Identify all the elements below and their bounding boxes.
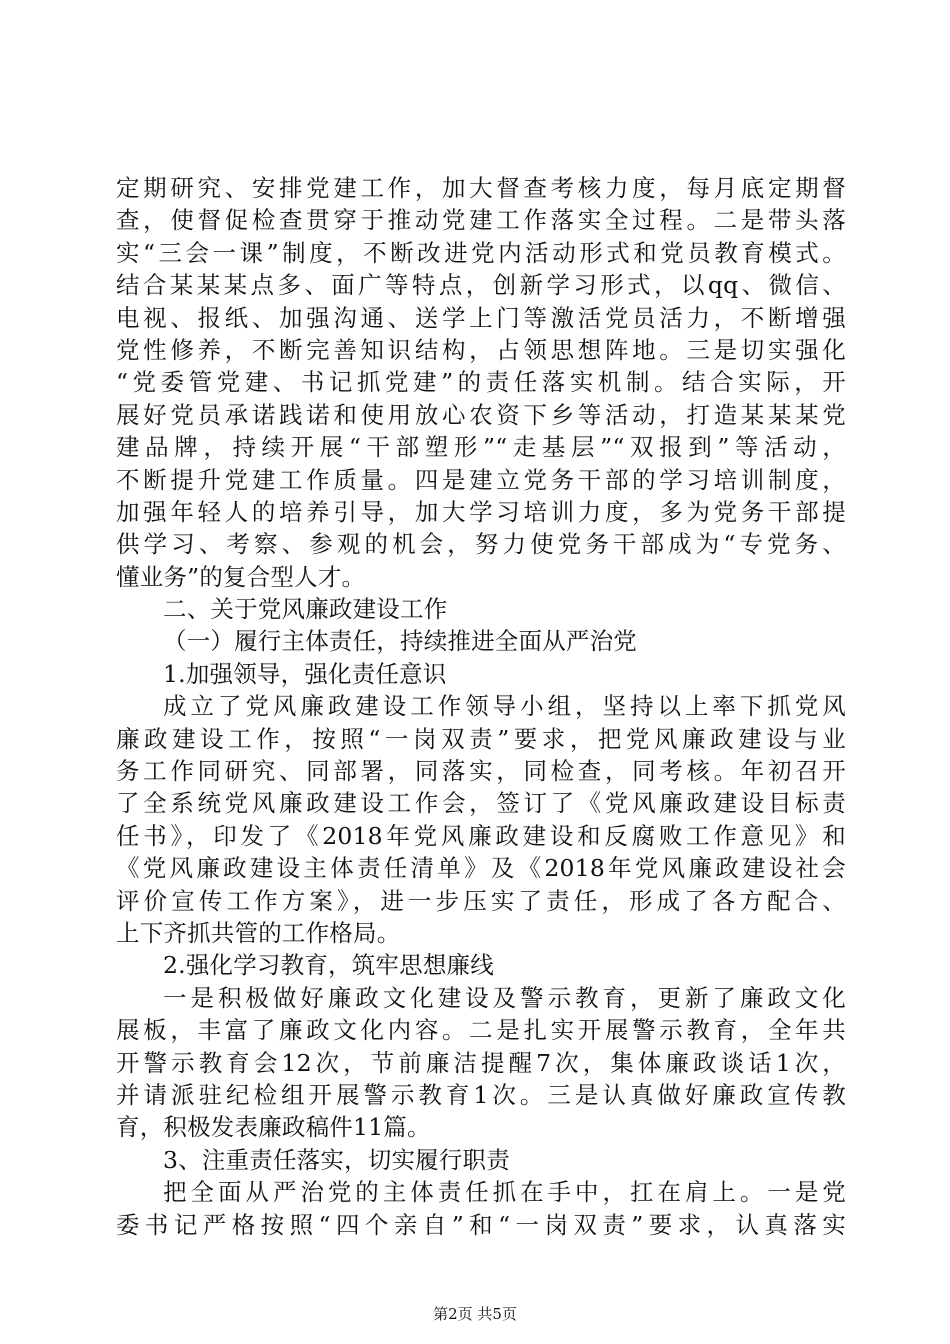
text-line: 查，使督促检查贯穿于推动党建工作落实全过程。二是带头落: [116, 206, 846, 235]
text-line: 加强年轻人的培养引导，加大学习培训力度，多为党务干部提: [116, 497, 846, 526]
text-line: 评价宣传工作方案》，进一步压实了责任，形成了各方配合、: [116, 886, 846, 915]
text-line: 《党风廉政建设主体责任清单》及《2018年党风廉政建设社会: [116, 854, 846, 883]
text-line: （一）履行主体责任，持续推进全面从严治党: [163, 627, 637, 656]
text-line: 展好党员承诺践诺和使用放心农资下乡等活动，打造某某某党: [116, 400, 846, 429]
text-line: 了全系统党风廉政建设工作会，签订了《党风廉政建设目标责: [116, 789, 846, 818]
text-line: 1.加强领导，强化责任意识: [163, 659, 447, 688]
text-line: 党性修养，不断完善知识结构，占领思想阵地。三是切实强化: [116, 335, 846, 364]
text-line: 不断提升党建工作质量。四是建立党务干部的学习培训制度，: [116, 465, 846, 494]
text-line: 2.强化学习教育，筑牢思想廉线: [163, 951, 494, 980]
text-line: 成立了党风廉政建设工作领导小组，坚持以上率下抓党风: [163, 692, 846, 721]
text-line: 廉政建设工作，按照“一岗双责”要求，把党风廉政建设与业: [116, 724, 846, 753]
text-line: 上下齐抓共管的工作格局。: [116, 918, 401, 947]
text-line: “党委管党建、书记抓党建”的责任落实机制。结合实际，开: [116, 368, 846, 397]
text-line: 任书》，印发了《2018年党风廉政建设和反腐败工作意见》和: [116, 821, 846, 850]
text-line: 并请派驻纪检组开展警示教育1次。三是认真做好廉政宣传教: [116, 1080, 846, 1109]
text-line: 一是积极做好廉政文化建设及警示教育，更新了廉政文化: [163, 983, 846, 1012]
text-line: 3、注重责任落实，切实履行职责: [163, 1145, 510, 1174]
text-line: 把全面从严治党的主体责任抓在手中，扛在肩上。一是党: [163, 1178, 846, 1207]
text-line: 定期研究、安排党建工作，加大督查考核力度，每月底定期督: [116, 174, 846, 202]
text-line: 务工作同研究、同部署，同落实，同检查，同考核。年初召开: [116, 757, 846, 786]
text-line: 供学习、考察、参观的机会，努力使党务干部成为“专党务、: [116, 530, 846, 559]
text-line: 育，积极发表廉政稿件11篇。: [116, 1113, 431, 1142]
text-line: 委书记严格按照“四个亲自”和“一岗双责”要求，认真落实: [116, 1210, 846, 1239]
text-line: 开警示教育会12次，节前廉洁提醒7次，集体廉政谈话1次，: [116, 1048, 846, 1077]
page-number-footer: 第2页 共5页: [433, 1305, 517, 1323]
text-line: 结合某某某点多、面广等特点，创新学习形式，以qq、微信、: [116, 271, 846, 300]
text-line: 建品牌，持续开展“干部塑形”“走基层”“双报到”等活动，: [116, 433, 846, 462]
text-line: 二、关于党风廉政建设工作: [163, 595, 448, 624]
text-line: 懂业务”的复合型人才。: [116, 562, 366, 591]
text-line: 电视、报纸、加强沟通、送学上门等激活党员活力，不断增强: [116, 303, 846, 332]
text-line: 实“三会一课”制度，不断改进党内活动形式和党员教育模式。: [116, 238, 846, 267]
document-body: [116, 172, 846, 1241]
text-line: 展板，丰富了廉政文化内容。二是扎实开展警示教育，全年共: [116, 1016, 846, 1045]
